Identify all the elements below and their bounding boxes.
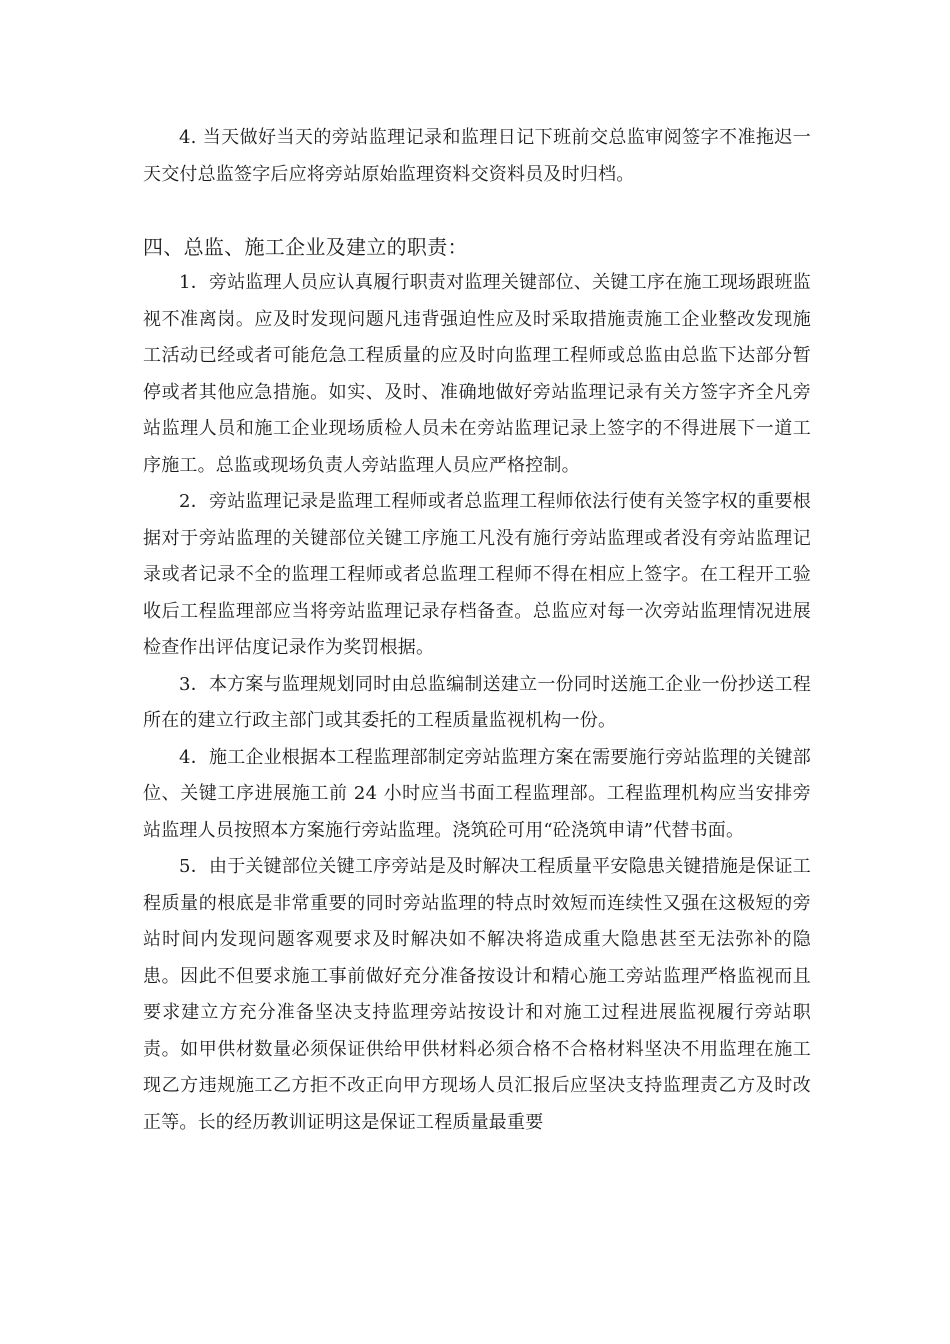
duty-item-4: 4．施工企业根据本工程监理部制定旁站监理方案在需要施行旁站监理的关键部位、关键工序进展施工前 24 小时应当书面工程监理部。工程监理机构应当安排旁站监理人员按照本方案施行旁站监理。浇筑砼可用“砼浇筑申请”代替书面。 [143,746,811,841]
duty-item-2: 2．旁站监理记录是监理工程师或者总监理工程师依法行使有关签字权的重要根据对于旁站监理的关键部位关键工序施工凡没有施行旁站监理或者没有旁站监理记录或者记录不全的监理工程师或者总监理工程师不得在相应上签字。在工程开工验收后工程监理部应当将旁站监理记录存档备查。总监应对每一次旁站监理情况进展检查作出评估度记录作为奖罚根据。 [143,491,811,658]
section-heading: 四、总监、施工企业及建立的职责： [143,235,468,259]
document-page [143,120,811,1141]
intro-paragraph: 4. 当天做好当天的旁站监理记录和监理日记下班前交总监审阅签字不准拖迟一天交付总监签字后应将旁站原始监理资料交资料员及时归档。 [143,127,811,185]
duty-item-1: 1．旁站监理人员应认真履行职责对监理关键部位、关键工序在施工现场跟班监视不准离岗。应及时发现问题凡违背强迫性应及时采取措施责施工企业整改发现施工活动已经或者可能危急工程质量的应及时向监理工程师或总监由总监下达部分暂停或者其他应急措施。如实、及时、准确地做好旁站监理记录有关方签字齐全凡旁站监理人员和施工企业现场质检人员未在旁站监理记录上签字的不得进展下一道工序施工。总监或现场负责人旁站监理人员应严格控制。 [143,272,811,476]
duty-item-5: 5．由于关键部位关键工序旁站是及时解决工程质量平安隐患关键措施是保证工程质量的根底是非常重要的同时旁站监理的特点时效短而连续性又强在这极短的旁站时间内发现问题客观要求及时解决如不解决将造成重大隐患甚至无法弥补的隐患。因此不但要求施工事前做好充分准备按设计和精心施工旁站监理严格监视而且要求建立方充分准备坚决支持监理旁站按设计和对施工过程进展监视履行旁站职责。如甲供材数量必须保证供给甲供材料必须合格不合格材料坚决不用监理在施工现乙方违规施工乙方拒不改正向甲方现场人员汇报后应坚决支持监理责乙方及时改正等。长的经历教训证明这是保证工程质量最重要 [143,856,811,1133]
duty-item-3: 3．本方案与监理规划同时由总监编制送建立一份同时送施工企业一份抄送工程所在的建立行政主部门或其委托的工程质量监视机构一份。 [143,673,811,731]
